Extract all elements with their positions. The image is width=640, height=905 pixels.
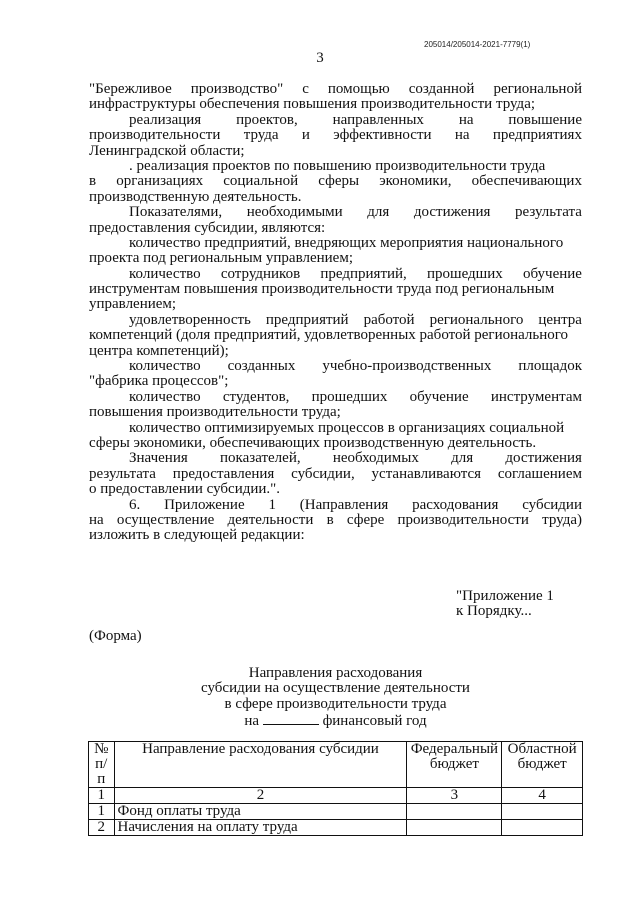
body-word: производительности bbox=[89, 127, 221, 144]
body-word: необходимыми bbox=[246, 204, 343, 221]
body-word: предоставления bbox=[172, 465, 275, 482]
body-line: управлением; bbox=[89, 296, 177, 313]
table-cell bbox=[407, 820, 502, 836]
body-line bbox=[89, 113, 582, 128]
table-row bbox=[89, 804, 583, 820]
body-line: количество предприятий, внедряющих мероприятия национального bbox=[129, 234, 564, 251]
table-row bbox=[89, 820, 583, 836]
form-title-line bbox=[89, 712, 582, 729]
body-word: обучение bbox=[409, 388, 469, 405]
body-word: экономики, bbox=[379, 173, 452, 190]
table-cell: 4 bbox=[502, 788, 583, 804]
form-title-suffix: финансовый год bbox=[322, 713, 427, 730]
body-line bbox=[89, 267, 582, 282]
body-word: количество bbox=[129, 265, 201, 282]
body-word: для bbox=[451, 450, 474, 467]
table-cell: 1 bbox=[89, 804, 115, 820]
body-word: показателей, bbox=[220, 450, 301, 467]
body-word: работой bbox=[363, 311, 415, 328]
body-word: центра bbox=[538, 311, 582, 328]
body-word: субсидии bbox=[522, 496, 582, 513]
body-line: . реализация проектов по повышению производительности труда bbox=[129, 157, 546, 174]
body-word: сфере bbox=[346, 511, 385, 528]
table-cell: 2 bbox=[89, 820, 115, 836]
body-word: на bbox=[454, 127, 470, 144]
form-title bbox=[89, 666, 582, 730]
body-word: инструментам bbox=[490, 388, 582, 405]
body-word: результата bbox=[89, 465, 156, 482]
body-word: (Направления bbox=[299, 496, 389, 513]
body-word: достижения bbox=[413, 204, 491, 221]
body-line bbox=[89, 128, 582, 143]
body-line bbox=[89, 313, 582, 328]
body-line: повышения производительности труда; bbox=[89, 404, 341, 421]
body-word: помощью bbox=[327, 81, 390, 97]
body-word: необходимых bbox=[332, 450, 419, 467]
body-word: Приложение bbox=[164, 496, 245, 513]
table-cell: 3 bbox=[407, 788, 502, 804]
body-line bbox=[89, 513, 582, 528]
body-word: обучение bbox=[522, 265, 582, 282]
body-line: проекта под региональным управлением; bbox=[89, 250, 353, 267]
table-index-row bbox=[89, 788, 583, 804]
body-line bbox=[89, 498, 582, 513]
body-word: на bbox=[458, 111, 474, 128]
body-word: труда) bbox=[542, 511, 582, 528]
body-line bbox=[89, 467, 582, 482]
body-line: инструментам повышения производительности труда под региональным bbox=[89, 281, 555, 298]
body-word: организациях bbox=[116, 173, 204, 190]
appendix-reference bbox=[456, 589, 554, 620]
body-word: осуществление bbox=[116, 511, 215, 528]
body-word: достижения bbox=[505, 450, 582, 467]
body-word: предприятиях bbox=[492, 127, 582, 144]
header-cell-federal: Федеральный бюджет bbox=[407, 742, 502, 788]
body-word: 1 bbox=[268, 496, 276, 513]
body-line bbox=[89, 174, 582, 189]
body-word: деятельности bbox=[227, 511, 314, 528]
appendix-line: "Приложение 1 bbox=[456, 588, 554, 604]
body-word: "Бережливое bbox=[89, 81, 172, 97]
header-cell-regional: Областной бюджет bbox=[502, 742, 583, 788]
body-word: Показателями, bbox=[129, 204, 223, 221]
body-word: предприятий bbox=[265, 311, 349, 328]
body-line: количество оптимизируемых процессов в организациях социальной bbox=[129, 419, 565, 436]
body-word: созданных bbox=[227, 358, 296, 375]
body-line bbox=[89, 359, 582, 374]
body-word: созданной bbox=[408, 81, 475, 97]
body-word: результата bbox=[515, 204, 582, 221]
body-word: удовлетворенность bbox=[129, 311, 251, 328]
table-cell bbox=[502, 820, 583, 836]
body-word: прошедших bbox=[427, 265, 503, 282]
body-line bbox=[89, 390, 582, 405]
body-word: прошедших bbox=[311, 388, 388, 405]
body-word: количество bbox=[129, 358, 201, 375]
body-word: на bbox=[89, 511, 104, 528]
body-line: сферы экономики, обеспечивающих производственную деятельность. bbox=[89, 434, 537, 451]
body-word: труда bbox=[243, 127, 279, 144]
body-line: производственную деятельность. bbox=[89, 188, 302, 205]
form-title-prefix: на bbox=[244, 713, 260, 730]
body-word: реализация bbox=[129, 111, 202, 128]
body-word: проектов, bbox=[236, 111, 298, 128]
header-cell-direction: Направление расходования субсидии bbox=[114, 742, 407, 788]
body-word: количество bbox=[129, 388, 201, 405]
body-line: о предоставлении субсидии.". bbox=[89, 481, 281, 498]
body-line: Ленинградской области; bbox=[89, 142, 245, 159]
document-body bbox=[89, 82, 582, 544]
body-word: социальной bbox=[223, 173, 299, 190]
body-word: Значения bbox=[129, 450, 188, 467]
table-cell: Начисления на оплату труда bbox=[114, 820, 407, 836]
table-cell bbox=[502, 804, 583, 820]
body-line: инфраструктуры обеспечения повышения производительности труда; bbox=[89, 96, 536, 113]
body-word: производительности bbox=[397, 511, 529, 528]
body-word: обеспечивающих bbox=[471, 173, 582, 190]
body-word: в bbox=[89, 173, 97, 190]
body-word: площадок bbox=[518, 358, 582, 375]
form-title-line: субсидии на осуществление деятельности bbox=[201, 680, 470, 697]
table-header-row bbox=[89, 742, 583, 788]
body-word: с bbox=[302, 81, 309, 97]
body-word: предприятий, bbox=[320, 265, 407, 282]
body-word: повышение bbox=[508, 111, 582, 128]
form-title-line: Направления расходования bbox=[248, 665, 423, 681]
body-word: субсидии, bbox=[291, 465, 355, 482]
body-word: сферы bbox=[318, 173, 360, 190]
table-cell bbox=[407, 804, 502, 820]
body-word: в bbox=[326, 511, 334, 528]
appendix-line: к Порядку... bbox=[456, 603, 532, 620]
body-line bbox=[89, 451, 582, 466]
body-word: студентов, bbox=[222, 388, 290, 405]
page-number: 3 bbox=[316, 50, 324, 66]
body-word: производство" bbox=[190, 81, 284, 97]
body-word: расходования bbox=[412, 496, 499, 513]
body-line: центра компетенций); bbox=[89, 342, 229, 359]
header-cell-number: № п/п bbox=[89, 742, 115, 788]
table-cell: 2 bbox=[114, 788, 407, 804]
form-title-line: в сфере производительности труда bbox=[224, 695, 447, 712]
form-label: (Форма) bbox=[89, 628, 142, 644]
body-word: эффективности bbox=[333, 127, 432, 144]
body-line: изложить в следующей редакции: bbox=[89, 527, 305, 544]
body-word: соглашением bbox=[497, 465, 582, 482]
body-line bbox=[89, 205, 582, 220]
body-line: предоставления субсидии, являются: bbox=[89, 219, 326, 236]
body-word: региональной bbox=[493, 81, 582, 97]
document-id: 205014/205014-2021-7779(1) bbox=[424, 40, 531, 49]
year-blank bbox=[263, 712, 319, 725]
body-word: направленных bbox=[332, 111, 424, 128]
body-word: сотрудников bbox=[220, 265, 301, 282]
body-word: для bbox=[367, 204, 390, 221]
body-word: регионального bbox=[429, 311, 524, 328]
body-line bbox=[89, 82, 582, 97]
body-line: "фабрика процессов"; bbox=[89, 373, 229, 390]
body-word: 6. bbox=[129, 496, 141, 513]
table-cell: 1 bbox=[89, 788, 115, 804]
body-line: компетенций (доля предприятий, удовлетворенных работой регионального bbox=[89, 327, 569, 344]
table-cell: Фонд оплаты труда bbox=[114, 804, 407, 820]
body-word: учебно-производственных bbox=[322, 358, 492, 375]
body-word: и bbox=[301, 127, 310, 144]
body-word: устанавливаются bbox=[371, 465, 482, 482]
expenditure-table bbox=[88, 741, 583, 836]
